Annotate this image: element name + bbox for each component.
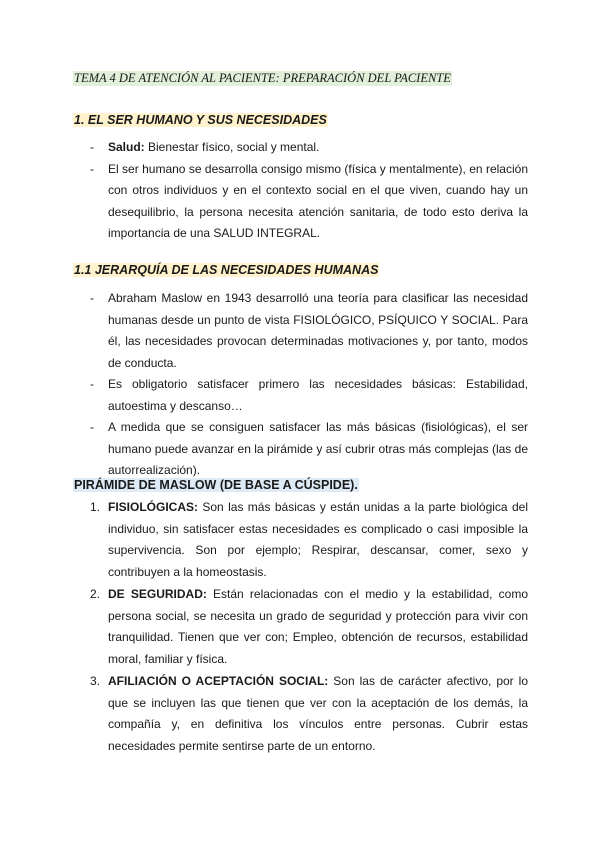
pyramid-heading: PIRÁMIDE DE MASLOW (DE BASE A CÚSPIDE). xyxy=(74,478,358,492)
list-item xyxy=(90,137,528,159)
list-item xyxy=(90,374,528,417)
list-item xyxy=(90,584,528,670)
item-term: Salud: xyxy=(108,140,145,154)
item-text: Son las más básicas y están unidas a la parte biológica del individuo, sin satisfacer estas necesidades es complicado o casi imposible la supervivencia. Son por ejemplo; Respirar, descansar, comer, sexo y contribuyen a la homeostasis. xyxy=(108,500,528,579)
item-number: 1. xyxy=(90,500,101,514)
section-2-heading: 1.1 JERARQUÍA DE LAS NECESIDADES HUMANAS xyxy=(74,263,379,277)
item-text: A medida que se consiguen satisfacer las más básicas (fisiológicas), el ser humano puede avanzar en la pirámide y así cubrir otras más complejas (las de autorrealización). xyxy=(108,420,528,477)
item-term: FISIOLÓGICAS: xyxy=(108,500,198,514)
list-item xyxy=(90,288,528,374)
item-number: 2. xyxy=(90,587,101,601)
list-item xyxy=(90,159,528,245)
item-term: DE SEGURIDAD: xyxy=(108,587,207,601)
item-text: Bienestar físico, social y mental. xyxy=(144,140,320,154)
item-text: Están relacionadas con el medio y la estabilidad, como persona social, se necesita un grado de seguridad y protección para vivir con tranquilidad. Tienen que ver con; Empleo, obtención de recursos, estabilidad moral, familiar y física. xyxy=(108,587,528,666)
item-text: Es obligatorio satisfacer primero las necesidades básicas: Estabilidad, autoestima y descanso… xyxy=(108,377,528,413)
list-item xyxy=(90,497,528,583)
item-text: Son las de carácter afectivo, por lo que se incluyen las que tienen que ver con la aceptación de los demás, la compañía y, en definitiva los vínculos entre personas. Cubrir estas necesidades permite sentirse parte de un entorno. xyxy=(108,674,528,753)
bullet-dash: - xyxy=(90,377,94,391)
section-1-heading: 1. EL SER HUMANO Y SUS NECESIDADES xyxy=(74,113,327,127)
bullet-dash: - xyxy=(90,291,94,305)
bullet-dash: - xyxy=(90,161,94,176)
bullet-dash: - xyxy=(90,140,94,154)
item-text: Abraham Maslow en 1943 desarrolló una teoría para clasificar las necesidad humanas desde un punto de vista FISIOLÓGICO, PSÍQUICO Y SOCIAL. Para él, las necesidades provocan determinadas motivaciones y, por tanto, modos de conducta. xyxy=(108,291,528,370)
item-text: El ser humano se desarrolla consigo mismo (física y mentalmente), en relación con otros individuos y en el contexto social en el que viven, cuando hay un desequilibrio, la persona necesita atención sanitaria, de todo esto deriva la importancia de una SALUD INTEGRAL. xyxy=(108,161,528,240)
section-2-list xyxy=(90,288,528,482)
list-item xyxy=(90,417,528,482)
item-number: 3. xyxy=(90,674,101,688)
document-title: TEMA 4 DE ATENCIÓN AL PACIENTE: PREPARACIÓN DEL PACIENTE xyxy=(74,71,451,85)
bullet-dash: - xyxy=(90,420,94,434)
list-item xyxy=(90,671,528,757)
pyramid-list xyxy=(90,497,528,758)
section-1-list xyxy=(90,137,528,245)
item-term: AFILIACIÓN O ACEPTACIÓN SOCIAL: xyxy=(108,674,329,688)
